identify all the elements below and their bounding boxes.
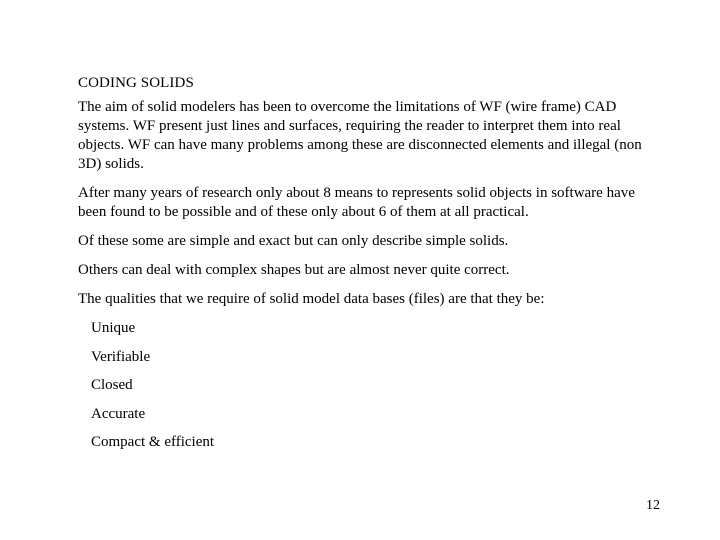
quality-item-verifiable: Verifiable (91, 348, 151, 365)
paragraph-wf-limitations: The aim of solid modelers has been to overcome the limitations of WF (wire frame) CAD systems. WF present just lines and surfaces, requiring the reader to interpret them into real objects. WF can have many problems among these are disconnected elements and illegal (non 3D) solids. (78, 99, 642, 172)
quality-item-unique: Unique (91, 320, 136, 336)
page-number: 12 (646, 498, 660, 513)
paragraph-qualities-intro: The qualities that we require of solid model data bases (files) are that they be: (78, 291, 545, 307)
paragraph-research-means: After many years of research only about 8 means to represents solid objects in software have been found to be possible and of these only about 6 of them at all practical. (78, 185, 635, 220)
paragraph-complex-shapes: Others can deal with complex shapes but are almost never quite correct. (78, 262, 510, 278)
quality-item-closed: Closed (91, 377, 133, 393)
qualities-list (78, 319, 658, 462)
slide-title: CODING SOLIDS (78, 75, 194, 91)
slide-content (78, 74, 658, 462)
quality-item-compact-efficient: Compact & efficient (91, 434, 215, 450)
quality-item-accurate: Accurate (91, 405, 146, 422)
paragraph-simple-solids: Of these some are simple and exact but can only describe simple solids. (78, 233, 509, 249)
